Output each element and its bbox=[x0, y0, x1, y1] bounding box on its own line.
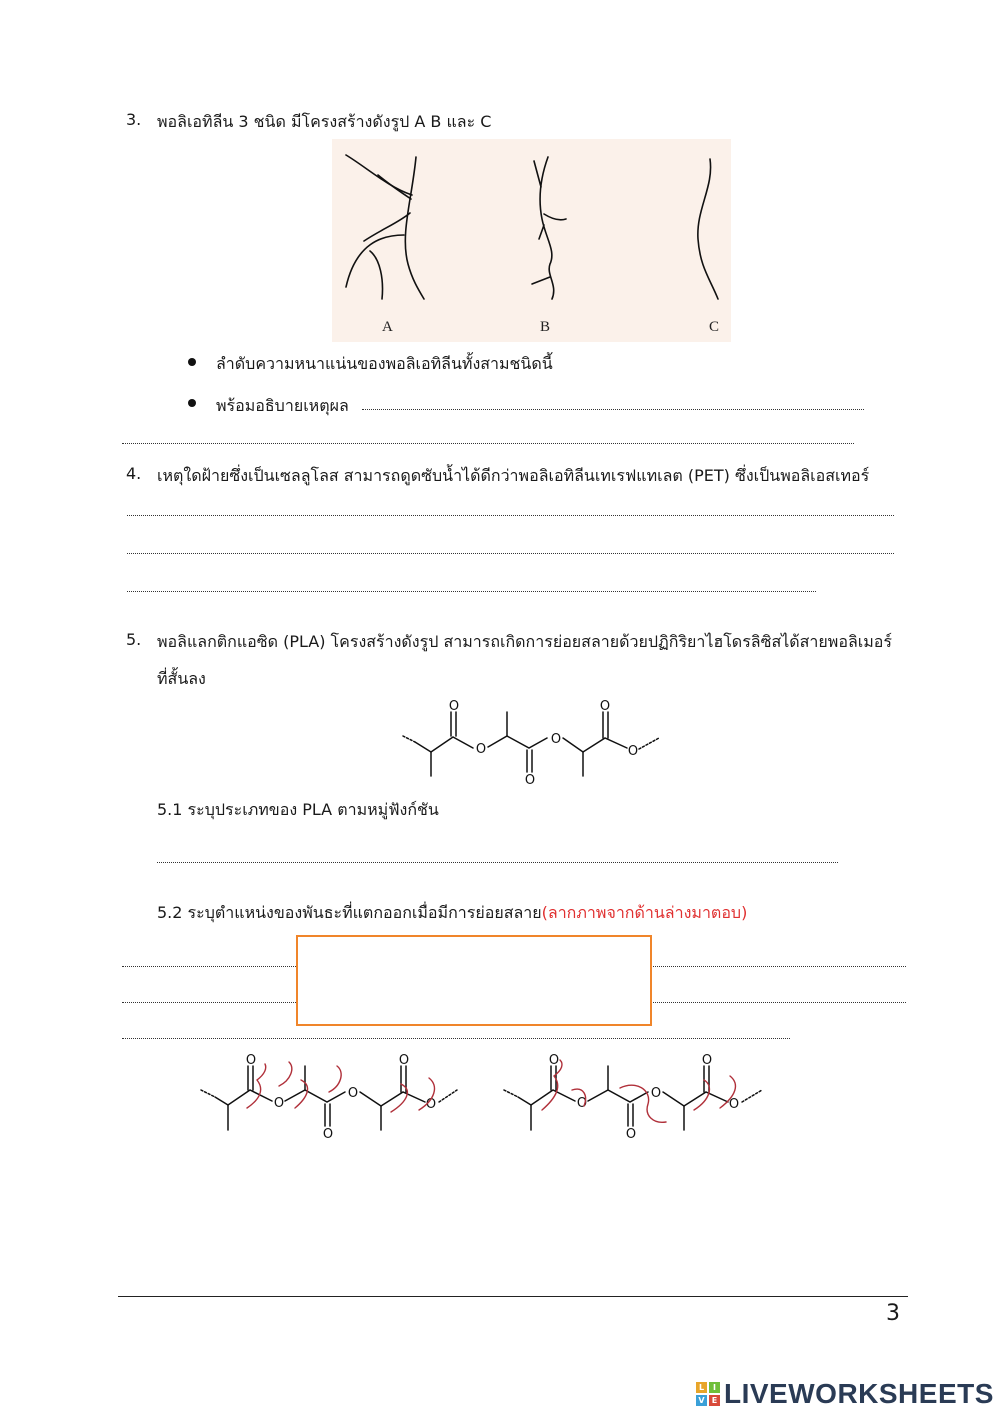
pla-oxygen: O bbox=[627, 744, 639, 759]
q52-hint: (ลากภาพจากด้านล่างมาตอบ) bbox=[541, 903, 748, 922]
pla-oxygen: O bbox=[448, 699, 460, 714]
chain-a-branch-2 bbox=[378, 175, 411, 199]
liveworksheets-logo bbox=[696, 1378, 994, 1410]
bullet-dot bbox=[188, 358, 196, 366]
pla-oxygen: O bbox=[550, 732, 562, 747]
logo-text: LIVEWORKSHEETS bbox=[724, 1378, 994, 1409]
label-c: C bbox=[709, 319, 720, 335]
option1-oxygen: O bbox=[347, 1086, 359, 1101]
drop-zone-answer-box[interactable] bbox=[296, 935, 652, 1026]
label-b: B bbox=[540, 319, 551, 335]
option2-oxygen: O bbox=[625, 1127, 637, 1142]
chain-c-main bbox=[698, 159, 718, 299]
polyethylene-structures-figure bbox=[332, 139, 731, 342]
option1-oxygen: O bbox=[398, 1053, 410, 1068]
q3-answer-line[interactable] bbox=[362, 409, 864, 410]
footer-divider bbox=[118, 1296, 908, 1297]
q51-text: 5.1 ระบุประเภทของ PLA ตามหมู่ฟังก์ชัน bbox=[157, 800, 439, 819]
pla-oxygen: O bbox=[599, 699, 611, 714]
logo-letter: V bbox=[696, 1395, 707, 1406]
chain-b-branch-3 bbox=[539, 225, 544, 239]
option2-oxygen: O bbox=[728, 1097, 740, 1112]
drag-option-1[interactable] bbox=[195, 1050, 465, 1142]
chain-b-branch-2 bbox=[544, 214, 566, 220]
chain-b-branch-4 bbox=[532, 277, 550, 284]
page-number: 3 bbox=[886, 1301, 900, 1326]
option2-oxygen: O bbox=[701, 1053, 713, 1068]
q52-question: 5.2 ระบุตำแหน่งของพันธะที่แตกออกเมื่อมีการย่อยสลาย bbox=[157, 903, 542, 922]
q3-number: 3. bbox=[126, 110, 142, 129]
q3-answer-line[interactable] bbox=[122, 443, 854, 444]
chain-a-main bbox=[405, 157, 424, 299]
q4-answer-line[interactable] bbox=[127, 515, 894, 516]
chain-a-branch-5 bbox=[370, 251, 383, 299]
option2-oxygen: O bbox=[650, 1086, 662, 1101]
option2-cut-marks bbox=[542, 1060, 735, 1122]
logo-letter: L bbox=[696, 1382, 707, 1393]
q4-answer-line[interactable] bbox=[127, 591, 816, 592]
q4-number: 4. bbox=[126, 464, 142, 483]
q4-text: เหตุใดฝ้ายซึ่งเป็นเซลลูโลส สามารถดูดซับน้ำได้ดีกว่าพอลิเอทิลีนเทเรฟแทเลต (PET) ซึ่งเป็นพอลิเอสเทอร์ bbox=[157, 466, 870, 485]
option1-oxygen: O bbox=[273, 1096, 285, 1111]
q3-text: พอลิเอทิลีน 3 ชนิด มีโครงสร้างดังรูป A B และ C bbox=[157, 112, 492, 131]
pla-oxygen: O bbox=[475, 742, 487, 757]
q5-number: 5. bbox=[126, 630, 142, 649]
option2-oxygen: O bbox=[548, 1053, 560, 1068]
polyethylene-chains-drawing bbox=[332, 139, 731, 342]
q4-answer-line[interactable] bbox=[127, 553, 894, 554]
option1-oxygen: O bbox=[425, 1097, 437, 1112]
q5-text-line1: พอลิแลกติกแอซิด (PLA) โครงสร้างดังรูป สามารถเกิดการย่อยสลายด้วยปฏิกิริยาไฮโดรลิซิสได้สายพอลิเมอร์ bbox=[157, 632, 892, 651]
q52-answer-line[interactable] bbox=[122, 1038, 790, 1039]
label-a: A bbox=[382, 319, 393, 335]
chain-b-branch-1 bbox=[534, 161, 541, 187]
pla-structure bbox=[395, 698, 665, 790]
q3-bullet-reason: พร้อมอธิบายเหตุผล bbox=[216, 396, 349, 415]
q5-text-line2: ที่สั้นลง bbox=[157, 669, 206, 688]
logo-mark bbox=[696, 1382, 720, 1406]
option1-oxygen: O bbox=[245, 1053, 257, 1068]
q3-bullet-density: ลำดับความหนาแน่นของพอลิเอทิลีนทั้งสามชนิดนี้ bbox=[216, 354, 553, 373]
q51-answer-line[interactable] bbox=[157, 862, 838, 863]
option2-oxygen: O bbox=[576, 1096, 588, 1111]
logo-letter: E bbox=[709, 1395, 720, 1406]
bullet-dot bbox=[188, 399, 196, 407]
q52-text bbox=[157, 901, 747, 926]
logo-letter: I bbox=[709, 1382, 720, 1393]
pla-oxygen: O bbox=[524, 773, 536, 788]
option1-oxygen: O bbox=[322, 1127, 334, 1142]
drag-option-2[interactable] bbox=[498, 1050, 773, 1142]
chain-a-branch-4 bbox=[346, 235, 404, 287]
